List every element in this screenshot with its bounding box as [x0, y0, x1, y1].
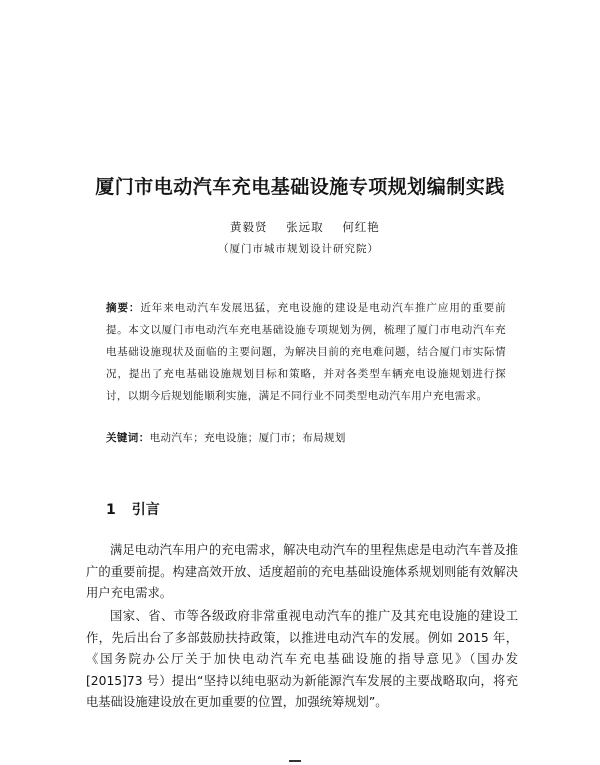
author-name: 何红艳 — [342, 220, 380, 234]
author-list — [230, 219, 380, 235]
author-name: 张远取 — [286, 220, 324, 234]
page-number-mark — [289, 760, 301, 762]
keywords-label: 关键词： — [106, 432, 150, 444]
author-name: 黄毅贤 — [230, 220, 268, 234]
paper-title: 厦门市电动汽车充电基础设施专项规划编制实践 — [95, 176, 505, 198]
keywords — [106, 430, 506, 445]
body-paragraph: 满足电动汽车用户的充电需求，解决电动汽车的里程焦虑是电动汽车普及推广的重要前提。构建高效开放、适度超前的充电基础设施体系规划则能有效解决用户充电需求。 — [86, 543, 518, 600]
section-title: 引言 — [131, 502, 160, 518]
keywords-text: 电动汽车；充电设施；厦门市；布局规划 — [149, 432, 346, 444]
body-paragraph: 国家、省、市等各级政府非常重视电动汽车的推广及其充电设施的建设工作，先后出台了多部鼓励扶持政策，以推进电动汽车的发展。例如 2015 年，《国务院办公厅关于加快电动汽车充电基础设施的指导意见》（国办发 [2015]73 号）提出“坚持以纯电驱动为新能源汽车发展的主要战略取向，将充电基础设施建设放在更加重要的位置，加强统筹规划”。 — [86, 609, 518, 709]
abstract-text: 近年来电动汽车发展迅猛，充电设施的建设是电动汽车推广应用的重要前提。本文以厦门市电动汽车充电基础设施专项规划为例，梳理了厦门市电动汽车充电基础设施现状及面临的主要问题，为解决目前的充电难问题，结合厦门市实际情况，提出了充电基础设施规划目标和策略，并对各类型车辆充电设施规划进行探讨，以期今后规划能顺利实施，满足不同行业不同类型电动汽车用户充电需求。 — [106, 302, 506, 402]
abstract-label: 摘要： — [106, 302, 141, 314]
affiliation: （厦门市城市规划设计研究院） — [218, 243, 379, 255]
section-heading — [106, 499, 160, 519]
abstract — [106, 297, 506, 407]
section-number: 1 — [106, 502, 116, 518]
